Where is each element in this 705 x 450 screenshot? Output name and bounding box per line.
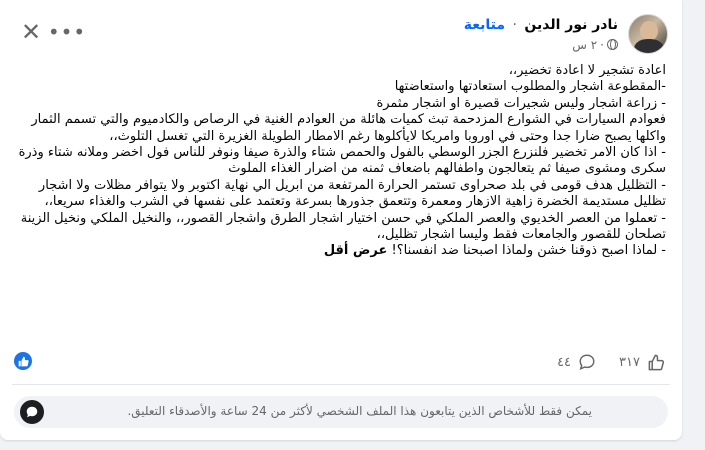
- more-options-button[interactable]: [47, 17, 87, 47]
- section-divider: [12, 384, 670, 385]
- comment-restriction-notice: [14, 396, 668, 428]
- post-line: - اذا كان الامر تخضير فلنزرع الجزر الوسطي بالفول والحمص شتاء والذرة صيفا ونوفر للناس فول اخضر وملانه شتاء وذرة سكرى ومشوى صيفا ثم يتعالجون واطفالهم باضعاف ثمنه من اضرار الغذاء الملوث: [18, 145, 666, 177]
- see-less-link[interactable]: عرض أقل: [323, 243, 388, 259]
- author-avatar[interactable]: [628, 14, 668, 54]
- follow-button[interactable]: متابعة: [463, 16, 506, 33]
- close-button[interactable]: [16, 17, 46, 47]
- name-separator: ·: [512, 16, 517, 33]
- like-action[interactable]: [619, 352, 666, 372]
- post-actions: [557, 351, 666, 373]
- post-line: فعوادم السيارات في الشوارع المزدحمة تبث كميات هائلة من العوادم الغنية في الرصاص والكادميوم والتي تسمم الثمار واكلها يصبح ضارا جدا وحتى في اوروبا وامريكا لايأكلوها رغم الامطار الطويلة الغزيرة التي تغسل التلوث،،: [31, 112, 666, 144]
- post-line: اعادة تشجير لا اعادة تخضير،،: [508, 63, 666, 78]
- post-header: [464, 12, 668, 56]
- time-separator: ·: [600, 37, 604, 52]
- comment-count: ٤٤: [557, 354, 572, 370]
- comment-restricted-icon: [20, 400, 44, 424]
- close-icon: ✕: [20, 18, 42, 46]
- comment-action[interactable]: [557, 352, 597, 372]
- post-line: -المقطوعة اشجار والمطلوب استعادتها واستعاضتها: [394, 79, 666, 95]
- author-name[interactable]: نادر نور الدين: [524, 16, 618, 33]
- author-name-row: [464, 16, 618, 34]
- post-body: [14, 63, 666, 260]
- thumbs-up-icon: [646, 352, 666, 372]
- post-line: - التظليل هدف قومى في بلد صحراوى تستمر الحرارة المرتفعة من ابريل الي نهاية اكتوبر ولا يتوافر مظلات ولا اشجار تظليل مستديمة الخضرة زاهية الازهار ومعمرة وتتعمق جذورها بسرعة وتعتمد على نفسها في الشرب والغذاء سريعا،،: [38, 177, 666, 210]
- post-timestamp[interactable]: ٢ س: [572, 37, 598, 52]
- post-line: - زراعة اشجار وليس شجيرات قصيرة او اشجار مثمرة: [376, 95, 666, 111]
- globe-icon: [607, 39, 618, 50]
- post-time-row: [464, 37, 618, 53]
- comment-icon: [577, 352, 597, 372]
- post-line: - تعملوا من العصر الخديوي والعصر الملكي في حسن اختيار اشجار الطرق واشجار القصور،، والنخيل الملكي ونخيل الزينة تصلحان للقصور والجامعات فقط وليسا اشجار تظليل،،: [20, 210, 666, 243]
- like-reaction-icon[interactable]: [14, 352, 32, 370]
- like-count: ٣١٧: [619, 354, 640, 370]
- more-options-icon: •••: [47, 20, 87, 44]
- notice-text: يمكن فقط للأشخاص الذين يتابعون هذا الملف الشخصي لأكثر من 24 ساعة والأصدقاء التعليق.: [127, 404, 592, 418]
- post-line-text: - لماذا اصبح ذوقنا خشن ولماذا اصبحنا ضد انفسنا؟!: [391, 243, 666, 259]
- author-meta: [464, 16, 618, 53]
- post-line-last: [14, 243, 666, 259]
